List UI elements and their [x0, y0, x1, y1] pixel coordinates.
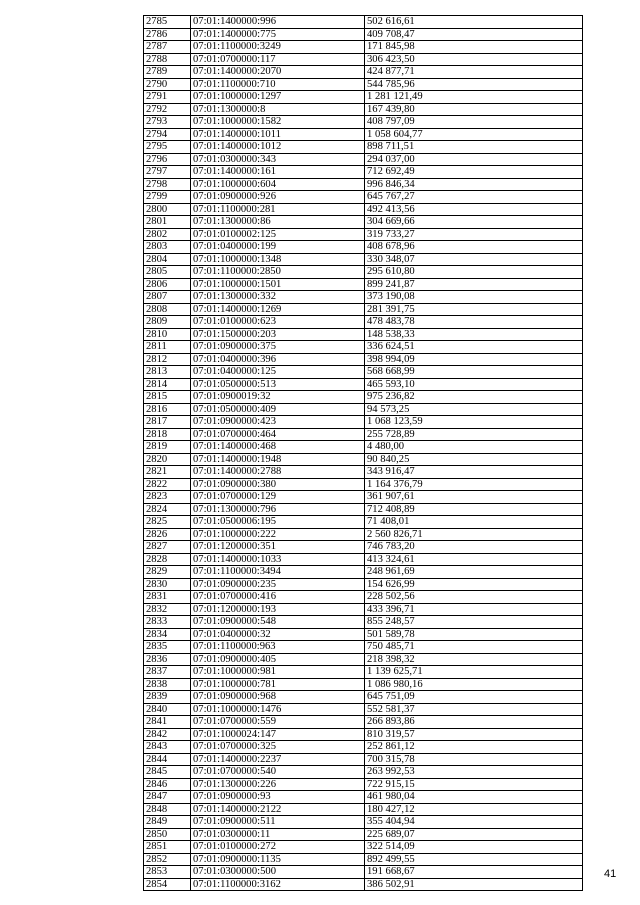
cadastral-number-cell: 07:01:1100000:710 — [191, 78, 365, 91]
cadastral-number-cell: 07:01:1400000:1011 — [191, 128, 365, 141]
cadastral-number-cell: 07:01:1400000:2122 — [191, 803, 365, 816]
value-cell: 171 845,98 — [365, 41, 583, 54]
table-row — [144, 203, 583, 216]
table-row — [144, 153, 583, 166]
table-row — [144, 641, 583, 654]
table-row — [144, 328, 583, 341]
table-row — [144, 553, 583, 566]
value-cell: 386 502,91 — [365, 878, 583, 891]
table-row — [144, 66, 583, 79]
row-number-cell: 2851 — [144, 841, 191, 854]
value-cell: 552 581,37 — [365, 703, 583, 716]
table-row — [144, 653, 583, 666]
table-row — [144, 166, 583, 179]
value-cell: 810 319,57 — [365, 728, 583, 741]
cadastral-number-cell: 07:01:0700000:117 — [191, 53, 365, 66]
row-number-cell: 2787 — [144, 41, 191, 54]
value-cell: 568 668,99 — [365, 366, 583, 379]
row-number-cell: 2790 — [144, 78, 191, 91]
table-row — [144, 591, 583, 604]
value-cell: 94 573,25 — [365, 403, 583, 416]
table-row — [144, 841, 583, 854]
value-cell: 248 961,69 — [365, 566, 583, 579]
table-row — [144, 691, 583, 704]
row-number-cell: 2841 — [144, 716, 191, 729]
table-row — [144, 103, 583, 116]
value-cell: 180 427,12 — [365, 803, 583, 816]
row-number-cell: 2826 — [144, 528, 191, 541]
value-cell: 424 877,71 — [365, 66, 583, 79]
row-number-cell: 2836 — [144, 653, 191, 666]
cadastral-number-cell: 07:01:0900000:405 — [191, 653, 365, 666]
table-row — [144, 878, 583, 891]
value-cell: 294 037,00 — [365, 153, 583, 166]
cadastral-number-cell: 07:01:1000000:981 — [191, 666, 365, 679]
row-number-cell: 2853 — [144, 866, 191, 879]
value-cell: 266 893,86 — [365, 716, 583, 729]
cadastral-number-cell: 07:01:0900000:968 — [191, 691, 365, 704]
cadastral-number-cell: 07:01:1000000:1476 — [191, 703, 365, 716]
cadastral-number-cell: 07:01:1100000:3162 — [191, 878, 365, 891]
cadastral-number-cell: 07:01:0300000:343 — [191, 153, 365, 166]
cadastral-number-cell: 07:01:0500000:409 — [191, 403, 365, 416]
table-row — [144, 28, 583, 41]
page-number: 41 — [604, 868, 617, 880]
row-number-cell: 2827 — [144, 541, 191, 554]
cadastral-number-cell: 07:01:1100000:2850 — [191, 266, 365, 279]
cadastral-number-cell: 07:01:0900000:1135 — [191, 853, 365, 866]
table-row — [144, 478, 583, 491]
row-number-cell: 2835 — [144, 641, 191, 654]
value-cell: 148 538,33 — [365, 328, 583, 341]
table-row — [144, 391, 583, 404]
value-cell: 263 992,53 — [365, 766, 583, 779]
cadastral-number-cell: 07:01:1400000:2237 — [191, 753, 365, 766]
row-number-cell: 2794 — [144, 128, 191, 141]
row-number-cell: 2843 — [144, 741, 191, 754]
row-number-cell: 2846 — [144, 778, 191, 791]
table-row — [144, 803, 583, 816]
value-cell: 478 483,78 — [365, 316, 583, 329]
cadastral-number-cell: 07:01:1500000:203 — [191, 328, 365, 341]
cadastral-number-cell: 07:01:0900000:926 — [191, 191, 365, 204]
cadastral-number-cell: 07:01:0100000:623 — [191, 316, 365, 329]
row-number-cell: 2831 — [144, 591, 191, 604]
cadastral-number-cell: 07:01:1000000:222 — [191, 528, 365, 541]
cadastral-number-cell: 07:01:1100000:3249 — [191, 41, 365, 54]
row-number-cell: 2807 — [144, 291, 191, 304]
value-cell: 295 610,80 — [365, 266, 583, 279]
table-row — [144, 141, 583, 154]
table-row — [144, 766, 583, 779]
cadastral-number-cell: 07:01:0900000:511 — [191, 816, 365, 829]
table-row — [144, 241, 583, 254]
table-row — [144, 178, 583, 191]
table-row — [144, 503, 583, 516]
value-cell: 722 915,15 — [365, 778, 583, 791]
row-number-cell: 2824 — [144, 503, 191, 516]
cadastral-number-cell: 07:01:1300000:332 — [191, 291, 365, 304]
table-row — [144, 853, 583, 866]
row-number-cell: 2788 — [144, 53, 191, 66]
table-row — [144, 791, 583, 804]
cadastral-number-cell: 07:01:1000024:147 — [191, 728, 365, 741]
cadastral-number-cell: 07:01:1100000:3494 — [191, 566, 365, 579]
row-number-cell: 2815 — [144, 391, 191, 404]
row-number-cell: 2839 — [144, 691, 191, 704]
value-cell: 336 624,51 — [365, 341, 583, 354]
value-cell: 855 248,57 — [365, 616, 583, 629]
value-cell: 750 485,71 — [365, 641, 583, 654]
row-number-cell: 2850 — [144, 828, 191, 841]
row-number-cell: 2833 — [144, 616, 191, 629]
value-cell: 712 692,49 — [365, 166, 583, 179]
value-cell: 413 324,61 — [365, 553, 583, 566]
table-row — [144, 228, 583, 241]
cadastral-number-cell: 07:01:1400000:2070 — [191, 66, 365, 79]
row-number-cell: 2818 — [144, 428, 191, 441]
cadastral-number-cell: 07:01:0300000:11 — [191, 828, 365, 841]
cadastral-number-cell: 07:01:1400000:1269 — [191, 303, 365, 316]
table-row — [144, 341, 583, 354]
table-row — [144, 541, 583, 554]
cadastral-number-cell: 07:01:0700000:325 — [191, 741, 365, 754]
value-cell: 502 616,61 — [365, 16, 583, 29]
row-number-cell: 2800 — [144, 203, 191, 216]
row-number-cell: 2813 — [144, 366, 191, 379]
table-row — [144, 453, 583, 466]
value-cell: 465 593,10 — [365, 378, 583, 391]
cadastral-number-cell: 07:01:1200000:351 — [191, 541, 365, 554]
value-cell: 306 423,50 — [365, 53, 583, 66]
cadastral-number-cell: 07:01:1000000:781 — [191, 678, 365, 691]
row-number-cell: 2844 — [144, 753, 191, 766]
row-number-cell: 2805 — [144, 266, 191, 279]
table-row — [144, 666, 583, 679]
value-cell: 700 315,78 — [365, 753, 583, 766]
row-number-cell: 2785 — [144, 16, 191, 29]
table-row — [144, 828, 583, 841]
cadastral-number-cell: 07:01:0900000:235 — [191, 578, 365, 591]
cadastral-number-cell: 07:01:0900019:32 — [191, 391, 365, 404]
row-number-cell: 2812 — [144, 353, 191, 366]
table-row — [144, 566, 583, 579]
row-number-cell: 2797 — [144, 166, 191, 179]
value-cell: 975 236,82 — [365, 391, 583, 404]
cadastral-number-cell: 07:01:1300000:226 — [191, 778, 365, 791]
row-number-cell: 2791 — [144, 91, 191, 104]
value-cell: 322 514,09 — [365, 841, 583, 854]
row-number-cell: 2810 — [144, 328, 191, 341]
table-row — [144, 616, 583, 629]
cadastral-number-cell: 07:01:1300000:86 — [191, 216, 365, 229]
cadastral-number-cell: 07:01:0700000:464 — [191, 428, 365, 441]
value-cell: 461 980,04 — [365, 791, 583, 804]
table-row — [144, 866, 583, 879]
row-number-cell: 2820 — [144, 453, 191, 466]
value-cell: 218 398,32 — [365, 653, 583, 666]
cadastral-number-cell: 07:01:0900000:375 — [191, 341, 365, 354]
value-cell: 408 797,09 — [365, 116, 583, 129]
table-row — [144, 816, 583, 829]
row-number-cell: 2819 — [144, 441, 191, 454]
table-row — [144, 428, 583, 441]
value-cell: 712 408,89 — [365, 503, 583, 516]
cadastral-number-cell: 07:01:1400000:468 — [191, 441, 365, 454]
table-row — [144, 628, 583, 641]
value-cell: 892 499,55 — [365, 853, 583, 866]
row-number-cell: 2817 — [144, 416, 191, 429]
value-cell: 71 408,01 — [365, 516, 583, 529]
cadastral-number-cell: 07:01:1400000:775 — [191, 28, 365, 41]
row-number-cell: 2801 — [144, 216, 191, 229]
table-row — [144, 378, 583, 391]
cadastral-number-cell: 07:01:0300000:500 — [191, 866, 365, 879]
table-row — [144, 191, 583, 204]
table-row — [144, 753, 583, 766]
value-cell: 544 785,96 — [365, 78, 583, 91]
table-row — [144, 578, 583, 591]
row-number-cell: 2808 — [144, 303, 191, 316]
table-row — [144, 491, 583, 504]
row-number-cell: 2837 — [144, 666, 191, 679]
table-row — [144, 291, 583, 304]
value-cell: 330 348,07 — [365, 253, 583, 266]
cadastral-number-cell: 07:01:1000000:1582 — [191, 116, 365, 129]
value-cell: 645 751,09 — [365, 691, 583, 704]
row-number-cell: 2854 — [144, 878, 191, 891]
table-row — [144, 366, 583, 379]
value-cell: 355 404,94 — [365, 816, 583, 829]
value-cell: 1 281 121,49 — [365, 91, 583, 104]
row-number-cell: 2845 — [144, 766, 191, 779]
value-cell: 1 139 625,71 — [365, 666, 583, 679]
cadastral-number-cell: 07:01:0400000:32 — [191, 628, 365, 641]
table-row — [144, 253, 583, 266]
cadastral-number-cell: 07:01:0100000:272 — [191, 841, 365, 854]
table-body — [144, 16, 583, 891]
row-number-cell: 2816 — [144, 403, 191, 416]
value-cell: 90 840,25 — [365, 453, 583, 466]
table-row — [144, 16, 583, 29]
value-cell: 304 669,66 — [365, 216, 583, 229]
value-cell: 225 689,07 — [365, 828, 583, 841]
value-cell: 746 783,20 — [365, 541, 583, 554]
cadastral-number-cell: 07:01:1400000:161 — [191, 166, 365, 179]
table-row — [144, 116, 583, 129]
row-number-cell: 2806 — [144, 278, 191, 291]
row-number-cell: 2840 — [144, 703, 191, 716]
table-row — [144, 778, 583, 791]
table-row — [144, 403, 583, 416]
table-row — [144, 716, 583, 729]
value-cell: 4 480,00 — [365, 441, 583, 454]
value-cell: 898 711,51 — [365, 141, 583, 154]
cadastral-number-cell: 07:01:1400000:1033 — [191, 553, 365, 566]
row-number-cell: 2829 — [144, 566, 191, 579]
row-number-cell: 2796 — [144, 153, 191, 166]
cadastral-number-cell: 07:01:1000000:1501 — [191, 278, 365, 291]
value-cell: 996 846,34 — [365, 178, 583, 191]
cadastral-number-cell: 07:01:0400000:199 — [191, 241, 365, 254]
cadastral-number-cell: 07:01:1300000:8 — [191, 103, 365, 116]
row-number-cell: 2786 — [144, 28, 191, 41]
cadastral-number-cell: 07:01:0700000:559 — [191, 716, 365, 729]
row-number-cell: 2838 — [144, 678, 191, 691]
cadastral-number-cell: 07:01:1000000:604 — [191, 178, 365, 191]
row-number-cell: 2825 — [144, 516, 191, 529]
cadastral-number-cell: 07:01:1100000:963 — [191, 641, 365, 654]
cadastral-number-cell: 07:01:0900000:423 — [191, 416, 365, 429]
value-cell: 1 058 604,77 — [365, 128, 583, 141]
value-cell: 281 391,75 — [365, 303, 583, 316]
table-row — [144, 316, 583, 329]
table-row — [144, 353, 583, 366]
row-number-cell: 2822 — [144, 478, 191, 491]
cadastral-number-cell: 07:01:1400000:1948 — [191, 453, 365, 466]
table-row — [144, 516, 583, 529]
value-cell: 252 861,12 — [365, 741, 583, 754]
cadastral-number-cell: 07:01:1400000:1012 — [191, 141, 365, 154]
cadastral-number-cell: 07:01:1000000:1297 — [191, 91, 365, 104]
cadastral-number-cell: 07:01:0100002:125 — [191, 228, 365, 241]
value-cell: 361 907,61 — [365, 491, 583, 504]
table-row — [144, 678, 583, 691]
row-number-cell: 2834 — [144, 628, 191, 641]
row-number-cell: 2795 — [144, 141, 191, 154]
row-number-cell: 2804 — [144, 253, 191, 266]
row-number-cell: 2823 — [144, 491, 191, 504]
value-cell: 899 241,87 — [365, 278, 583, 291]
row-number-cell: 2802 — [144, 228, 191, 241]
row-number-cell: 2811 — [144, 341, 191, 354]
value-cell: 2 560 826,71 — [365, 528, 583, 541]
cadastral-number-cell: 07:01:0400000:396 — [191, 353, 365, 366]
value-cell: 1 068 123,59 — [365, 416, 583, 429]
row-number-cell: 2847 — [144, 791, 191, 804]
table-row — [144, 728, 583, 741]
cadastral-number-cell: 07:01:0500000:513 — [191, 378, 365, 391]
table-row — [144, 78, 583, 91]
value-cell: 255 728,89 — [365, 428, 583, 441]
cadastral-number-cell: 07:01:0400000:125 — [191, 366, 365, 379]
value-cell: 319 733,27 — [365, 228, 583, 241]
value-cell: 167 439,80 — [365, 103, 583, 116]
row-number-cell: 2798 — [144, 178, 191, 191]
cadastral-number-cell: 07:01:1300000:796 — [191, 503, 365, 516]
value-cell: 501 589,78 — [365, 628, 583, 641]
table-row — [144, 441, 583, 454]
table-row — [144, 53, 583, 66]
table-row — [144, 41, 583, 54]
cadastral-number-cell: 07:01:1000000:1348 — [191, 253, 365, 266]
row-number-cell: 2830 — [144, 578, 191, 591]
row-number-cell: 2814 — [144, 378, 191, 391]
value-cell: 1 164 376,79 — [365, 478, 583, 491]
cadastral-number-cell: 07:01:0900000:380 — [191, 478, 365, 491]
row-number-cell: 2842 — [144, 728, 191, 741]
value-cell: 398 994,09 — [365, 353, 583, 366]
row-number-cell: 2793 — [144, 116, 191, 129]
row-number-cell: 2809 — [144, 316, 191, 329]
cadastral-number-cell: 07:01:0700000:540 — [191, 766, 365, 779]
cadastral-number-cell: 07:01:0500006:195 — [191, 516, 365, 529]
value-cell: 433 396,71 — [365, 603, 583, 616]
table-row — [144, 216, 583, 229]
table-row — [144, 128, 583, 141]
cadastral-number-cell: 07:01:0700000:416 — [191, 591, 365, 604]
row-number-cell: 2792 — [144, 103, 191, 116]
table-row — [144, 741, 583, 754]
cadastral-number-cell: 07:01:1100000:281 — [191, 203, 365, 216]
value-cell: 373 190,08 — [365, 291, 583, 304]
row-number-cell: 2849 — [144, 816, 191, 829]
cadastral-number-cell: 07:01:1400000:996 — [191, 16, 365, 29]
row-number-cell: 2789 — [144, 66, 191, 79]
table-row — [144, 416, 583, 429]
cadastral-number-cell: 07:01:0900000:93 — [191, 791, 365, 804]
table-row — [144, 528, 583, 541]
cadastral-number-cell: 07:01:0900000:548 — [191, 616, 365, 629]
row-number-cell: 2848 — [144, 803, 191, 816]
table-row — [144, 703, 583, 716]
cadastral-number-cell: 07:01:1400000:2788 — [191, 466, 365, 479]
value-cell: 1 086 980,16 — [365, 678, 583, 691]
value-cell: 228 502,56 — [365, 591, 583, 604]
row-number-cell: 2799 — [144, 191, 191, 204]
parcel-value-table — [143, 15, 583, 891]
table-row — [144, 278, 583, 291]
value-cell: 154 626,99 — [365, 578, 583, 591]
table-row — [144, 91, 583, 104]
table-row — [144, 603, 583, 616]
value-cell: 343 916,47 — [365, 466, 583, 479]
row-number-cell: 2832 — [144, 603, 191, 616]
row-number-cell: 2852 — [144, 853, 191, 866]
table-row — [144, 303, 583, 316]
table-row — [144, 466, 583, 479]
row-number-cell: 2828 — [144, 553, 191, 566]
row-number-cell: 2821 — [144, 466, 191, 479]
value-cell: 492 413,56 — [365, 203, 583, 216]
cadastral-number-cell: 07:01:0700000:129 — [191, 491, 365, 504]
table-row — [144, 266, 583, 279]
value-cell: 191 668,67 — [365, 866, 583, 879]
cadastral-number-cell: 07:01:1200000:193 — [191, 603, 365, 616]
value-cell: 409 708,47 — [365, 28, 583, 41]
value-cell: 408 678,96 — [365, 241, 583, 254]
row-number-cell: 2803 — [144, 241, 191, 254]
value-cell: 645 767,27 — [365, 191, 583, 204]
